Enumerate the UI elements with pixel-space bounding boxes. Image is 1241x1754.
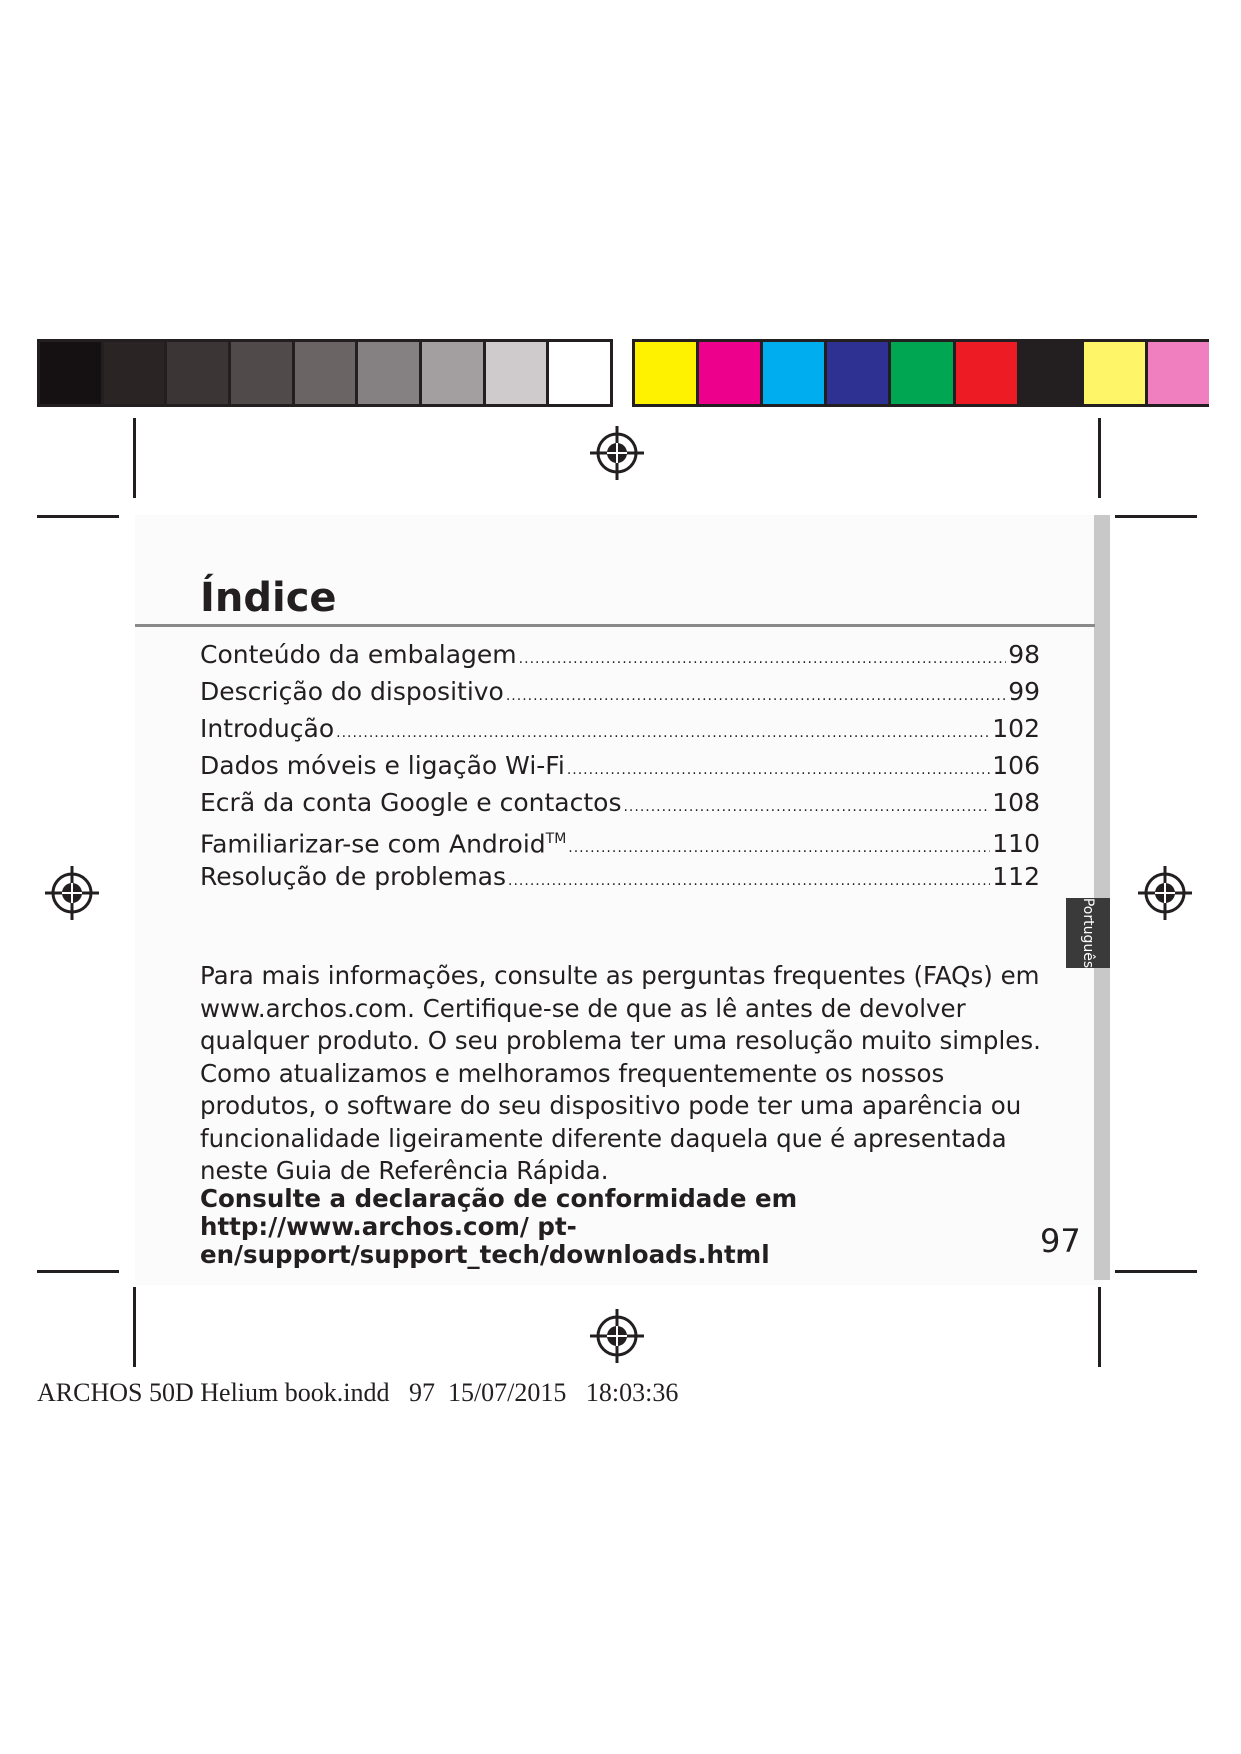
trademark-superscript: TM bbox=[545, 831, 567, 847]
toc-entry-label: Descrição do dispositivo bbox=[200, 677, 504, 706]
toc-entry-page: 108 bbox=[992, 788, 1040, 817]
table-of-contents bbox=[200, 636, 1040, 895]
crop-mark bbox=[1098, 1287, 1101, 1367]
grayscale-color-bar bbox=[37, 339, 613, 407]
color-swatch bbox=[1148, 342, 1209, 404]
toc-entry-page: 106 bbox=[992, 751, 1040, 780]
color-swatch bbox=[763, 342, 827, 404]
crop-mark bbox=[1098, 418, 1101, 498]
crop-mark bbox=[37, 1270, 119, 1273]
gray-swatch bbox=[486, 342, 550, 404]
registration-mark-icon bbox=[43, 864, 101, 922]
toc-entry-page: 112 bbox=[992, 862, 1040, 891]
toc-entry bbox=[200, 710, 1040, 747]
color-swatch bbox=[827, 342, 891, 404]
toc-entry bbox=[200, 673, 1040, 710]
toc-entry bbox=[200, 821, 1040, 858]
dot-leader bbox=[508, 863, 990, 900]
toc-entry bbox=[200, 747, 1040, 784]
title-divider bbox=[135, 624, 1095, 627]
conformity-note: Consulte a declaração de conformidade em http://www.archos.com/ pt-en/support/support_tech/downloads.html bbox=[200, 1184, 798, 1269]
registration-mark-icon bbox=[1136, 864, 1194, 922]
color-swatch bbox=[635, 342, 699, 404]
dot-leader bbox=[506, 678, 1006, 715]
dot-leader bbox=[519, 641, 1007, 678]
language-tab-label: Português bbox=[1080, 897, 1096, 969]
info-paragraph: Para mais informações, consulte as perguntas frequentes (FAQs) em www.archos.com. Certifique-se de que as lê antes de devolver qualquer produto. O seu problema ter uma resolução muito simples. Como atualizamos e melhoramos frequentemente os nossos produtos, o software do seu dispositivo pode ter uma aparência ou funcionalidade ligeiramente diferente daquela que é apresentada neste Guia de Referência Rápida. bbox=[200, 961, 1041, 1185]
dot-leader bbox=[568, 830, 990, 867]
color-swatch bbox=[1020, 342, 1084, 404]
gray-swatch bbox=[167, 342, 231, 404]
gray-swatch bbox=[295, 342, 359, 404]
gray-swatch bbox=[40, 342, 104, 404]
crop-mark bbox=[37, 515, 119, 518]
toc-entry-page: 110 bbox=[992, 829, 1040, 859]
crop-mark bbox=[1115, 515, 1197, 518]
toc-entry-label: Conteúdo da embalagem bbox=[200, 640, 517, 669]
toc-entry-text: Familiarizar-se com Android bbox=[200, 829, 546, 859]
toc-entry bbox=[200, 636, 1040, 673]
crop-mark bbox=[133, 1287, 136, 1367]
color-swatch bbox=[891, 342, 955, 404]
toc-entry-label: Introdução bbox=[200, 714, 335, 743]
toc-entry-page: 102 bbox=[992, 714, 1040, 743]
toc-entry-label bbox=[200, 821, 566, 862]
crop-mark bbox=[133, 418, 136, 498]
gray-swatch bbox=[104, 342, 168, 404]
registration-mark-icon bbox=[588, 1307, 646, 1365]
gray-swatch bbox=[358, 342, 422, 404]
page-number: 97 bbox=[1040, 1222, 1081, 1260]
gray-swatch bbox=[549, 342, 610, 404]
toc-entry-label: Resolução de problemas bbox=[200, 862, 507, 891]
color-swatch bbox=[956, 342, 1020, 404]
gray-swatch bbox=[422, 342, 486, 404]
toc-entry-page: 99 bbox=[1008, 677, 1040, 706]
process-color-bar bbox=[632, 339, 1209, 407]
color-swatch bbox=[699, 342, 763, 404]
dot-leader bbox=[623, 789, 990, 826]
toc-entry-label: Ecrã da conta Google e contactos bbox=[200, 788, 622, 817]
toc-entry-page: 98 bbox=[1008, 640, 1040, 669]
slug-line: ARCHOS 50D Helium book.indd 97 15/07/2015 18:03:36 bbox=[37, 1378, 679, 1407]
toc-entry-label: Dados móveis e ligação Wi-Fi bbox=[200, 751, 565, 780]
toc-entry bbox=[200, 858, 1040, 895]
registration-mark-icon bbox=[588, 424, 646, 482]
dot-leader bbox=[567, 752, 990, 789]
page-title: Índice bbox=[200, 575, 337, 621]
toc-entry bbox=[200, 784, 1040, 821]
crop-mark bbox=[1115, 1270, 1197, 1273]
gray-swatch bbox=[231, 342, 295, 404]
language-tab bbox=[1066, 898, 1110, 968]
color-swatch bbox=[1084, 342, 1148, 404]
